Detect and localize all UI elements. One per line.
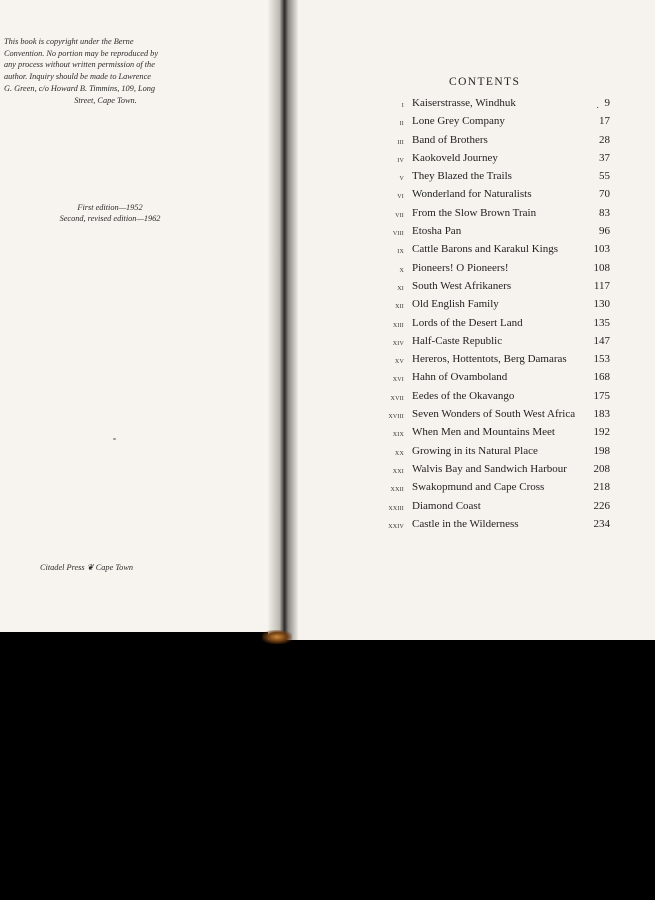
chapter-page: 153 [593, 353, 610, 366]
chapter-page: 17 [599, 115, 610, 128]
toc-entry [378, 516, 612, 534]
table-of-contents [378, 95, 612, 534]
paper-speck [113, 438, 116, 440]
chapter-page: 96 [599, 225, 610, 238]
toc-entry [378, 95, 612, 113]
chapter-number: xix [392, 428, 404, 439]
toc-entry [378, 296, 612, 314]
toc-entry [378, 186, 612, 204]
chapter-title: Swakopmund and Cape Cross [412, 481, 545, 494]
chapter-title: Lone Grey Company [412, 115, 505, 128]
chapter-title: Lords of the Desert Land [412, 316, 523, 329]
left-page [0, 0, 288, 632]
chapter-page: 234 [593, 517, 610, 530]
chapter-page: 130 [593, 298, 610, 311]
toc-entry [378, 333, 612, 351]
chapter-number: xxii [390, 483, 404, 494]
copyright-line: This book is copyright under the Berne [4, 37, 134, 46]
toc-entry [378, 351, 612, 369]
chapter-page: 198 [593, 444, 610, 457]
chapter-title: Half-Caste Republic [412, 334, 503, 347]
chapter-page: 117 [593, 279, 610, 292]
chapter-number: ii [399, 117, 404, 128]
chapter-page: 70 [599, 188, 610, 201]
chapter-number: xiii [392, 318, 404, 329]
chapter-title: Seven Wonders of South West Africa [412, 408, 576, 421]
edition-info [40, 202, 180, 224]
second-edition: Second, revised edition—1962 [59, 214, 161, 223]
chapter-page: 135 [593, 316, 610, 329]
chapter-title: Band of Brothers [412, 133, 488, 146]
chapter-title: Etosha Pan [412, 225, 462, 238]
chapter-number: xvi [392, 373, 404, 384]
chapter-title: Kaiserstrasse, Windhuk [412, 97, 516, 109]
chapter-number: xii [395, 300, 404, 311]
chapter-number: xv [394, 355, 404, 366]
chapter-number: iv [397, 153, 404, 164]
chapter-page: 183 [593, 408, 610, 421]
chapter-page: 28 [599, 133, 610, 146]
chapter-number: xvii [390, 391, 404, 402]
chapter-page: 226 [593, 499, 610, 512]
chapter-number: xxiv [388, 519, 404, 530]
chapter-number: x [399, 263, 404, 274]
chapter-title: Eedes of the Okavango [412, 389, 515, 402]
chapter-title: Diamond Coast [412, 499, 481, 512]
page-edge-shadow [262, 630, 292, 644]
toc-entry [378, 369, 612, 387]
chapter-title: From the Slow Brown Train [412, 206, 537, 219]
toc-entry [378, 315, 612, 333]
chapter-page: 55 [599, 170, 610, 183]
chapter-page: 108 [593, 261, 610, 274]
chapter-number: i [401, 99, 404, 109]
toc-entry [378, 479, 612, 497]
toc-entry [378, 113, 612, 131]
contents-heading: CONTENTS [449, 76, 521, 88]
first-edition: First edition—1952 [77, 203, 143, 212]
chapter-title: Castle in the Wilderness [412, 517, 519, 530]
chapter-title: They Blazed the Trails [412, 170, 512, 183]
chapter-title: Cattle Barons and Karakul Kings [412, 243, 559, 256]
chapter-number: xiv [392, 336, 404, 347]
toc-entry [378, 388, 612, 406]
chapter-title: Hereros, Hottentots, Berg Damaras [412, 353, 567, 366]
chapter-title: Hahn of Ovamboland [412, 371, 508, 384]
chapter-number: xxiii [388, 501, 404, 512]
chapter-page: 9 [604, 97, 610, 109]
chapter-page: 208 [593, 462, 610, 475]
chapter-number: vi [397, 190, 404, 201]
chapter-page: 192 [593, 426, 610, 439]
chapter-title: Walvis Bay and Sandwich Harbour [412, 462, 567, 475]
toc-entry [378, 424, 612, 442]
copyright-line: G. Green, c/o Howard B. Timmins, 109, Long [4, 83, 156, 93]
chapter-number: vii [395, 208, 404, 219]
chapter-number: xviii [388, 410, 404, 421]
chapter-number: xxi [392, 464, 404, 475]
chapter-title: Pioneers! O Pioneers! [412, 261, 509, 274]
toc-entry [378, 150, 612, 168]
toc-entry [378, 278, 612, 296]
chapter-page: 168 [593, 371, 610, 384]
chapter-number: xx [394, 446, 404, 457]
toc-entry [378, 443, 612, 461]
chapter-page: 218 [593, 481, 610, 494]
toc-entry [378, 223, 612, 241]
chapter-title: Growing in its Natural Place [412, 444, 538, 457]
chapter-title: When Men and Mountains Meet [412, 426, 555, 439]
chapter-page: 175 [593, 389, 610, 402]
copyright-line: author. Inquiry should be made to Lawrence [4, 72, 151, 82]
chapter-page: 103 [593, 243, 610, 256]
chapter-title: South West Afrikaners [412, 279, 512, 292]
chapter-number: iii [397, 135, 404, 146]
toc-entry [378, 461, 612, 479]
copyright-line: Street, Cape Town. [74, 95, 137, 105]
chapter-number: viii [392, 227, 404, 238]
chapter-page: 147 [593, 334, 610, 347]
ink-mark: ˙ [596, 106, 600, 117]
toc-entry [378, 205, 612, 223]
toc-entry [378, 406, 612, 424]
chapter-title: Kaokoveld Journey [412, 151, 498, 164]
copyright-line: any process without written permission of the [4, 60, 155, 70]
chapter-page: 37 [599, 151, 610, 164]
chapter-title: Wonderland for Naturalists [412, 188, 532, 201]
copyright-notice [4, 36, 185, 106]
book-gutter [268, 0, 298, 640]
chapter-number: v [399, 172, 404, 183]
toc-entry [378, 260, 612, 278]
publisher-imprint: Citadel Press ❦ Cape Town [40, 563, 134, 572]
chapter-number: ix [397, 245, 404, 256]
toc-entry [378, 498, 612, 516]
toc-entry [378, 168, 612, 186]
toc-entry [378, 132, 612, 150]
chapter-title: Old English Family [412, 298, 499, 311]
copyright-line: Convention. No portion may be reproduced by [4, 48, 159, 58]
toc-entry [378, 241, 612, 259]
chapter-page: 83 [599, 206, 610, 219]
chapter-number: xi [397, 281, 404, 292]
